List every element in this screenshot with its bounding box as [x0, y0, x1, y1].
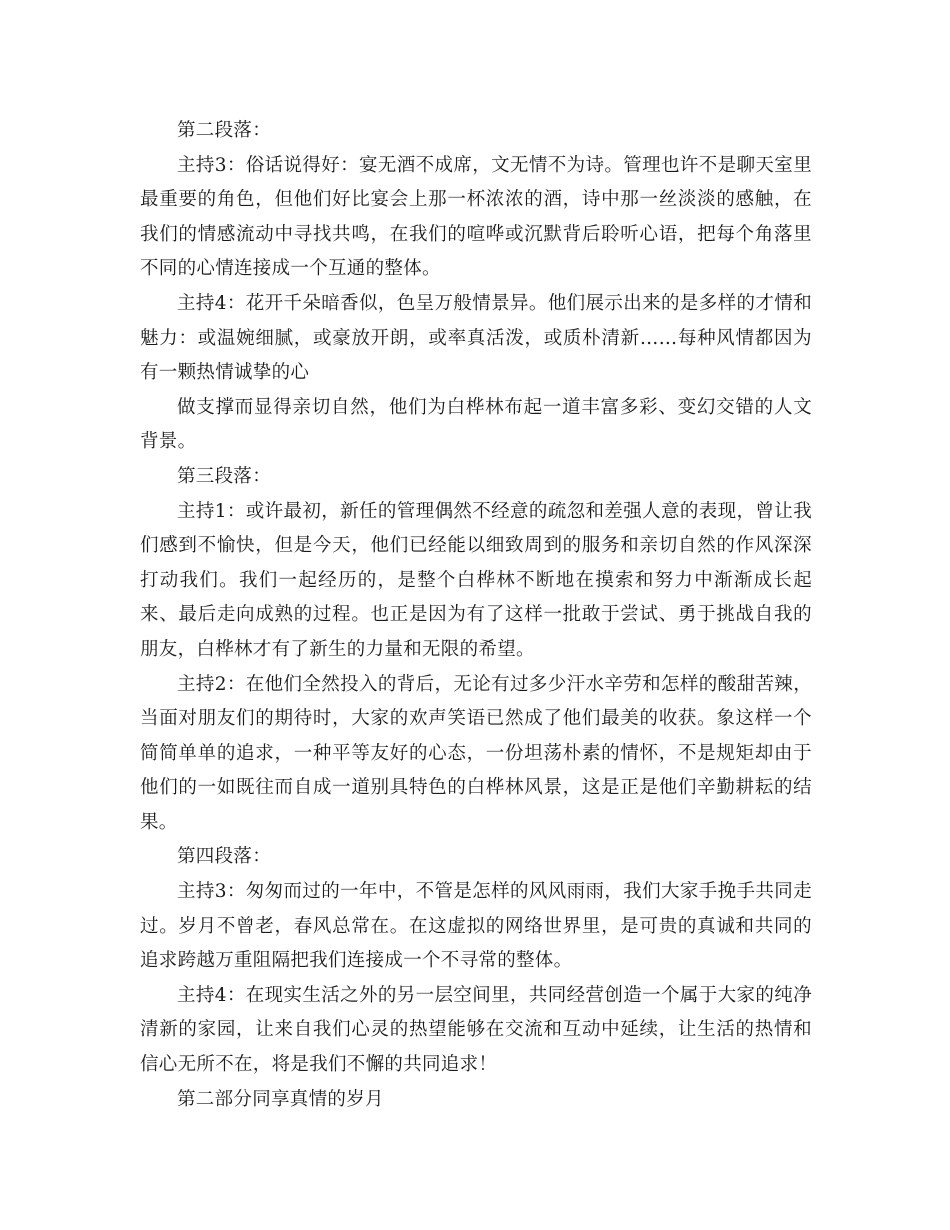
document-body — [140, 114, 812, 1117]
section-heading-2: 第二段落： — [177, 120, 272, 141]
host4-paragraph: 主持4：花开千朵暗香似，色呈万般情景异。他们展示出来的是多样的才情和魅力：或温婉细腻，或豪放开朗，或率真活泼，或质朴清新……每种风情都因为有一颗热情诚挚的心 — [140, 292, 812, 384]
part-two-heading: 第二部分同享真情的岁月 — [177, 1088, 384, 1110]
continuation-paragraph: 做支撑而显得亲切自然，他们为白桦林布起一道丰富多彩、变幻交错的人文背景。 — [140, 396, 812, 453]
host2-paragraph: 主持2：在他们全然投入的背后，无论有过多少汗水辛劳和怎样的酸甜苦辣，当面对朋友们的期待时，大家的欢声笑语已然成了他们最美的收获。象这样一个简简单单的追求，一种平等友好的心态，一份坦荡朴素的情怀，不是规矩却由于他们的一如既往而自成一道别具特色的白桦林风景，这是正是他们辛勤耕耘的结果。 — [140, 673, 812, 833]
host3-paragraph: 主持3：俗话说得好：宴无酒不成席，文无情不为诗。管理也许不是聊天室里最重要的角色，但他们好比宴会上那一杯浓浓的酒，诗中那一丝淡淡的感触，在我们的情感流动中寻找共鸣，在我们的喧哗或沉默背后聆听心语，把每个角落里不同的心情连接成一个互通的整体。 — [140, 154, 812, 280]
host1-paragraph: 主持1：或许最初，新任的管理偶然不经意的疏忽和差强人意的表现，曾让我们感到不愉快，但是今天，他们已经能以细致周到的服务和亲切自然的作风深深打动我们。我们一起经历的，是整个白桦林不断地在摸索和努力中渐渐成长起来、最后走向成熟的过程。也正是因为有了这样一批敢于尝试、勇于挑战自我的朋友，白桦林才有了新生的力量和无限的希望。 — [140, 500, 812, 660]
host3-paragraph-2: 主持3：匆匆而过的一年中，不管是怎样的风风雨雨，我们大家手挽手共同走过。岁月不曾老，春风总常在。在这虚拟的网络世界里，是可贵的真诚和共同的追求跨越万重阻隔把我们连接成一个不寻常的整体。 — [140, 881, 812, 972]
section-heading-3: 第三段落： — [177, 465, 272, 487]
host4-paragraph-2: 主持4：在现实生活之外的另一层空间里，共同经营创造一个属于大家的纯净清新的家园，让来自我们心灵的热望能够在交流和互动中延续，让生活的热情和信心无所不在，将是我们不懈的共同追求！ — [140, 984, 812, 1076]
section-heading-4: 第四段落： — [177, 846, 272, 868]
